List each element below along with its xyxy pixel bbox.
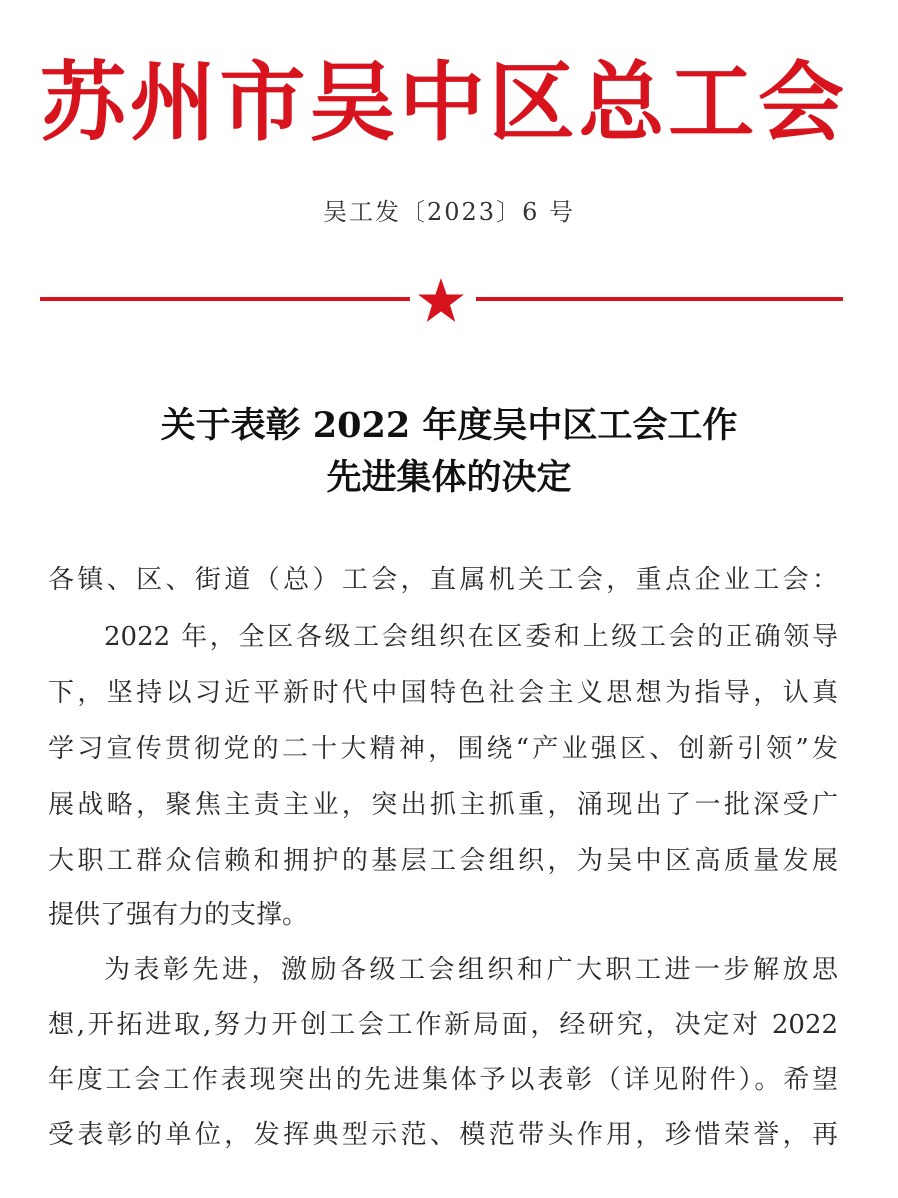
paragraph-2-line: 为表彰先进，激励各级工会组织和广大职工进一步解放思	[104, 955, 838, 985]
issuing-organization-header: 苏州市吴中区总工会	[40, 53, 844, 153]
document-title-line-1: 关于表彰 2022 年度吴中区工会工作	[160, 405, 738, 446]
salutation: 各镇、区、街道（总）工会，直属机关工会，重点企业工会：	[48, 565, 838, 595]
paragraph-1-line: 提供了强有力的支撑。	[48, 900, 309, 930]
paragraph-1-line: 学习宣传贯彻党的二十大精神，围绕“产业强区、创新引领”发	[48, 734, 838, 764]
document-title-line-2: 先进集体的决定	[326, 457, 572, 498]
paragraph-1-line: 下，坚持以习近平新时代中国特色社会主义思想为指导，认真	[48, 678, 838, 708]
document-number: 吴工发〔2023〕6 号	[323, 198, 575, 226]
paragraph-2-line: 年度工会工作表现突出的先进集体予以表彰（详见附件）。希望	[48, 1065, 838, 1095]
paragraph-1-line: 大职工群众信赖和拥护的基层工会组织，为吴中区高质量发展	[48, 846, 838, 876]
paragraph-1-line: 2022 年，全区各级工会组织在区委和上级工会的正确领导	[104, 622, 838, 652]
paragraph-2-line: 受表彰的单位，发挥典型示范、模范带头作用，珍惜荣誉，再	[48, 1120, 838, 1150]
paragraph-2-line: 想,开拓进取,努力开创工会工作新局面，经研究，决定对 2022	[48, 1010, 838, 1040]
red-divider-right	[476, 297, 843, 301]
star-icon	[416, 276, 466, 324]
red-divider-left	[40, 297, 410, 301]
paragraph-1-line: 展战略，聚焦主责主业，突出抓主抓重，涌现出了一批深受广	[48, 790, 838, 820]
